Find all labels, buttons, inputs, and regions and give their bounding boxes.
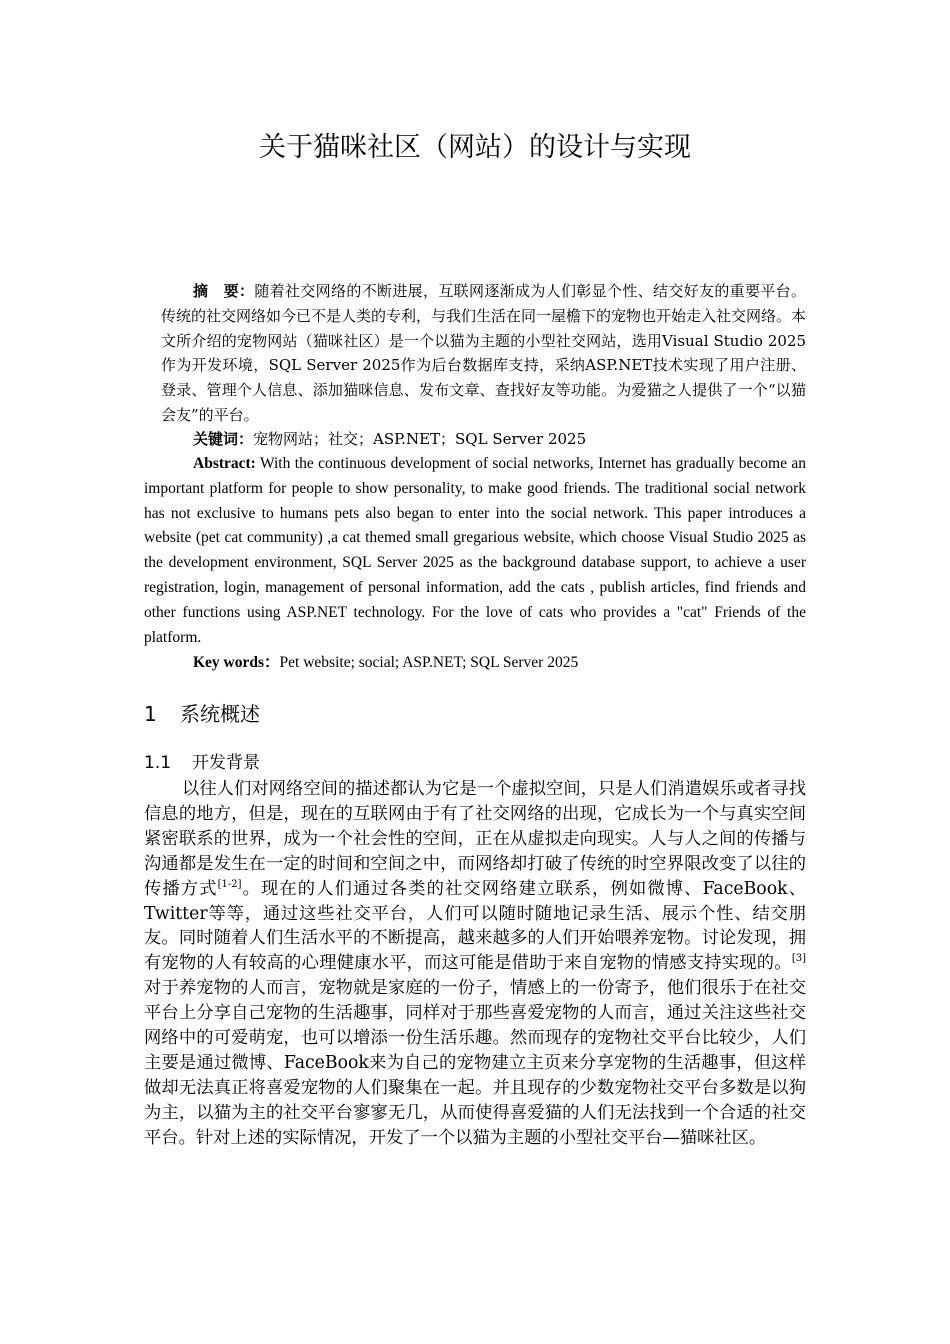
- keywords-chinese-text: 宠物网站；社交；ASP.NET；SQL Server 2025: [253, 430, 587, 448]
- body-paragraph: [144, 777, 806, 1151]
- citation-1-2: [1-2]: [217, 878, 242, 890]
- body-text-part-2: 。现在的人们通过各类的社交网络建立联系，例如微博、FaceBook、Twitter等等，通过这些社交平台，人们可以随时随地记录生活、展示个性、结交朋友。同时随着人们生活水平的不断提高，越来越多的人们开始喂养宠物。讨论发现，拥有宠物的人有较高的心理健康水平，而这可能是借助于来自宠物的情感支持实现的。: [144, 878, 806, 974]
- section-number: 1: [144, 702, 157, 726]
- abstract-english-label: Abstract:: [193, 455, 256, 472]
- keywords-english-text: Pet website; social; ASP.NET; SQL Server 2025: [279, 654, 579, 671]
- abstract-english: [144, 452, 806, 650]
- paper-title: 关于猫咪社区（网站）的设计与实现: [259, 132, 691, 163]
- abstract-chinese-text: 随着社交网络的不断进展，互联网逐渐成为人们彰显个性、结交好友的重要平台。传统的社交网络如今已不是人类的专利，与我们生活在同一屋檐下的宠物也开始走入社交网络。本文所介绍的宠物网站（猫咪社区）是一个以猫为主题的小型社交网站，选用Visual Studio 2025 作为开发环境，SQL Server 2025作为后台数据库支持，采纳ASP.NET技术实现了用户注册、登录、管理个人信息、添加猫咪信息、发布文章、查找好友等功能。为爱猫之人提供了一个“以猫会友”的平台。: [161, 282, 807, 424]
- keywords-chinese: [193, 427, 806, 451]
- section-title: 系统概述: [180, 702, 260, 726]
- keywords-english: [193, 651, 806, 675]
- body-text-part-3: 对于养宠物的人而言，宠物就是家庭的一份子，情感上的一份寄予，他们很乐于在社交平台上分享自己宠物的生活趣事，同样对于那些喜爱宠物的人而言，通过关注这些社交网络中的可爱萌宠，也可以增添一份生活乐趣。然而现存的宠物社交平台比较少，人们主要是通过微博、FaceBook来为自己的宠物建立主页来分享宠物的生活趣事，但这样做却无法真正将喜爱宠物的人们聚集在一起。并且现存的少数宠物社交平台多数是以狗为主，以猫为主的社交平台寥寥无几，从而使得喜爱猫的人们无法找到一个合适的社交平台。针对上述的实际情况，开发了一个以猫为主题的小型社交平台—猫咪社区。: [144, 978, 806, 1148]
- keywords-chinese-label: 关键词：: [193, 430, 254, 448]
- abstract-chinese: [161, 279, 806, 428]
- subsection-heading-1-1: [144, 751, 260, 775]
- citation-3: [3]: [791, 953, 806, 965]
- subsection-number: 1.1: [144, 753, 172, 773]
- abstract-chinese-label: 摘 要：: [193, 282, 255, 300]
- subsection-title: 开发背景: [192, 753, 260, 773]
- abstract-english-text: With the continuous development of social networks, Internet has gradually become an important platform for people to show personality, to make good friends. The traditional social network has not exclusive to humans pets also began to enter into the social network. This paper introduces a website (pet cat community) ,a cat themed small gregarious website, which choose Visual Studio 2025 as the development environment, SQL Server 2025 as the background database support, to achieve a user registration, login, management of personal information, add the cats , publish articles, find friends and other functions using ASP.NET technology. For the love of cats who provides a "cat" Friends of the platform.: [144, 455, 806, 646]
- section-heading-1: [144, 700, 260, 728]
- body-text-part-1: 以往人们对网络空间的描述都认为它是一个虚拟空间，只是人们消遣娱乐或者寻找信息的地方，但是，现在的互联网由于有了社交网络的出现，它成长为一个与真实空间紧密联系的世界，成为一个社会性的空间，正在从虚拟走向现实。人与人之间的传播与沟通都是发生在一定的时间和空间之中，而网络却打破了传统的时空界限改变了以往的传播方式: [144, 779, 806, 899]
- keywords-english-label: Key words：: [193, 654, 280, 671]
